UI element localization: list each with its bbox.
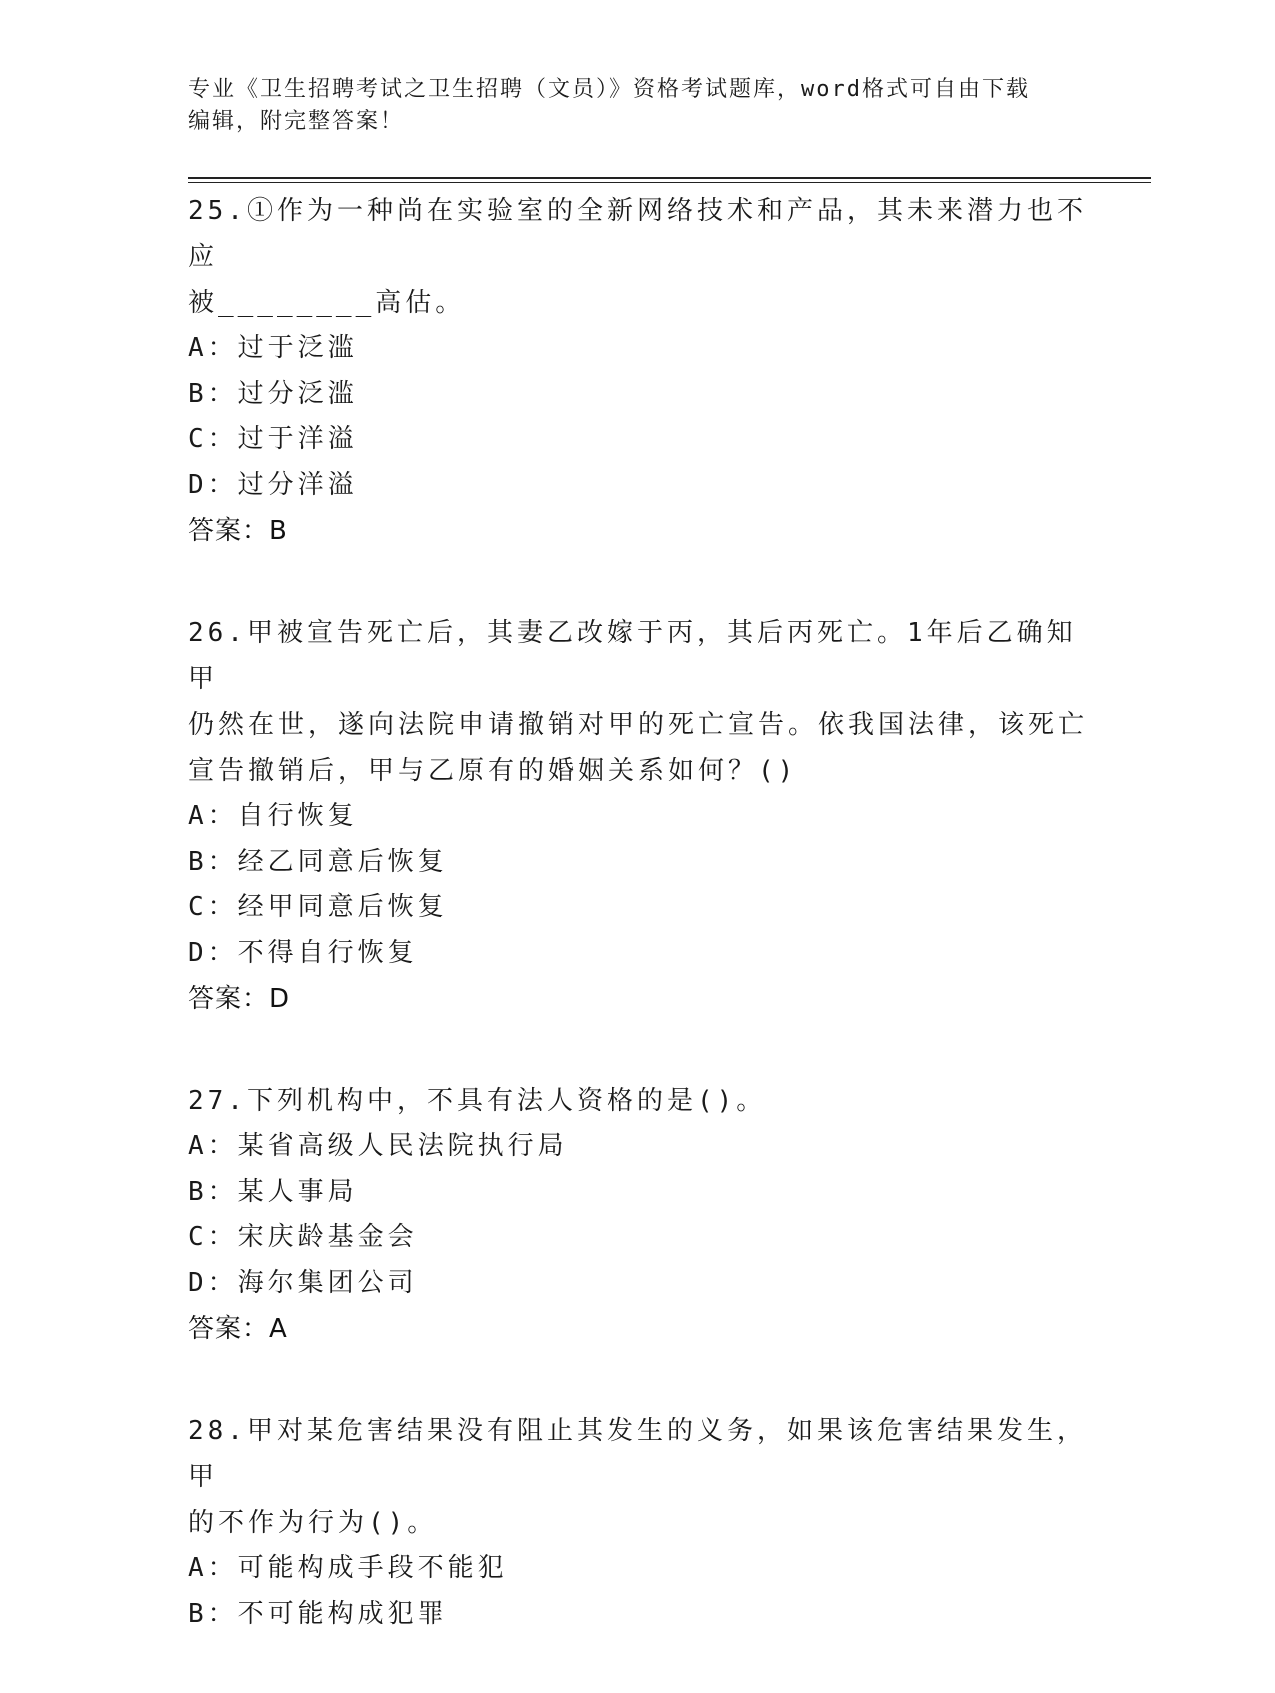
option-c: C：过于洋溢 (188, 424, 358, 454)
option-d: D：不得自行恢复 (188, 937, 418, 968)
option-d: D：海尔集团公司 (188, 1267, 418, 1298)
header-rule-thin (188, 182, 1151, 183)
option-b: B：过分泛滥 (188, 378, 358, 409)
header-line-1: 专业《卫生招聘考试之卫生招聘（文员）》资格考试题库，word格式可自由下载 (188, 77, 1030, 102)
option-b: B：不可能构成犯罪 (188, 1598, 448, 1629)
answer-line: 答案：B (188, 516, 288, 546)
option-b: B：某人事局 (188, 1176, 358, 1207)
answer-line: 答案：D (188, 984, 291, 1014)
question-27 (188, 1078, 1088, 1352)
option-c: C：经甲同意后恢复 (188, 892, 448, 922)
question-stem-line: 28.甲对某危害结果没有阻止其发生的义务，如果该危害结果发生，甲 (188, 1416, 1087, 1492)
question-stem-line: 宣告撤销后，甲与乙原有的婚姻关系如何？() (188, 756, 798, 786)
answer-line: 答案：A (188, 1314, 288, 1344)
header-line-2: 编辑，附完整答案！ (188, 109, 405, 134)
question-25 (188, 188, 1088, 554)
question-stem-line: 25.①作为一种尚在实验室的全新网络技术和产品，其未来潜力也不应 (188, 196, 1087, 272)
document-header (188, 74, 1088, 138)
question-stem-line: 被________高估。 (188, 288, 466, 318)
header-rule-thick (188, 177, 1151, 179)
question-28 (188, 1408, 1088, 1637)
question-stem-line: 的不作为行为()。 (188, 1508, 438, 1538)
option-c: C：宋庆龄基金会 (188, 1222, 418, 1252)
option-a: A：某省高级人民法院执行局 (188, 1131, 568, 1161)
option-d: D：过分洋溢 (188, 469, 358, 500)
option-b: B：经乙同意后恢复 (188, 846, 448, 877)
option-a: A：自行恢复 (188, 801, 358, 831)
question-stem-line: 26.甲被宣告死亡后，其妻乙改嫁于丙，其后丙死亡。1年后乙确知甲 (188, 618, 1077, 694)
question-list (188, 188, 1088, 1693)
question-stem-line: 仍然在世，遂向法院申请撤销对甲的死亡宣告。依我国法律，该死亡 (188, 710, 1089, 740)
question-stem-line: 27.下列机构中，不具有法人资格的是()。 (188, 1086, 767, 1116)
option-a: A：过于泛滥 (188, 333, 358, 363)
question-26 (188, 610, 1088, 1022)
option-a: A：可能构成手段不能犯 (188, 1553, 508, 1583)
